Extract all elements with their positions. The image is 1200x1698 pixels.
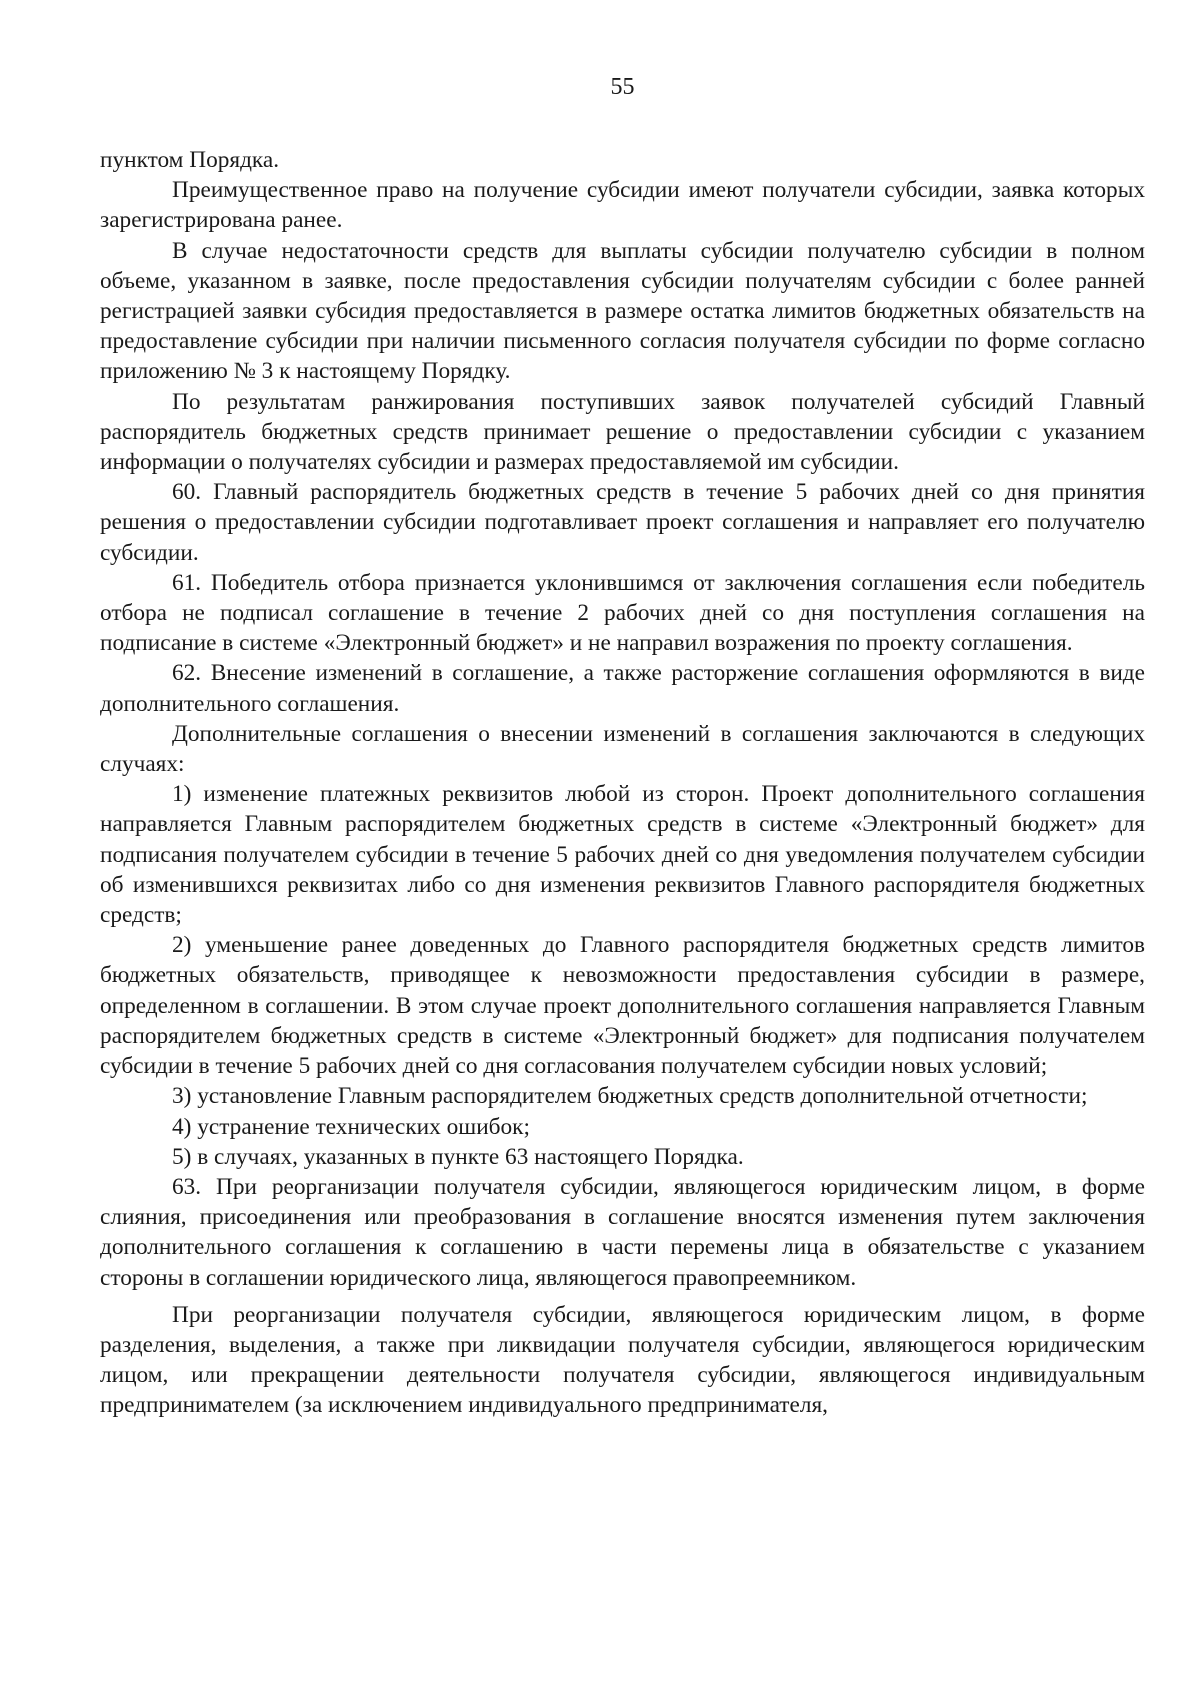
- paragraph-priority-right: Преимущественное право на получение субсидии имеют получатели субсидии, заявка которых зарегистрирована ранее.: [100, 177, 1145, 234]
- paragraph-ranking-results: По результатам ранжирования поступивших заявок получателей субсидий Главный распорядитель бюджетных средств принимает решение о предоставлении субсидии с указанием информации о получателях субсидии и размерах предоставляемой им субсидии.: [100, 388, 1145, 476]
- paragraph-case-4: 4) устранение технических ошибок;: [172, 1113, 530, 1140]
- paragraph-case-1: 1) изменение платежных реквизитов любой из сторон. Проект дополнительного соглашения направляется Главным распорядителем бюджетных средств в системе «Электронный бюджет» для подписания получателем субсидии в течение 5 рабочих дней со дня уведомления получателем субсидии об изменившихся реквизитах либо со дня изменения реквизитов Главного распорядителя бюджетных средств;: [100, 781, 1145, 929]
- paragraph-continuation: пунктом Порядка.: [100, 147, 280, 173]
- paragraph-item-60: 60. Главный распорядитель бюджетных средств в течение 5 рабочих дней со дня принятия решения о предоставлении субсидии подготавливает проект соглашения и направляет его получателю субсидии.: [100, 479, 1145, 566]
- document-body: [100, 145, 1145, 1421]
- paragraph-item-63: 63. При реорганизации получателя субсидии, являющегося юридическим лицом, в форме слияния, присоединения или преобразования в соглашение вносятся изменения путем заключения дополнительного соглашения к соглашению в части перемены лица в обязательстве с указанием стороны в соглашении юридического лица, являющегося правопреемником.: [100, 1173, 1145, 1291]
- paragraph-case-2: 2) уменьшение ранее доведенных до Главного распорядителя бюджетных средств лимитов бюджетных обязательств, приводящее к невозможности предоставления субсидии в размере, определенном в соглашении. В этом случае проект дополнительного соглашения направляется Главным распорядителем бюджетных средств в системе «Электронный бюджет» для подписания получателем субсидии в течение 5 рабочих дней со дня согласования получателем субсидии новых условий;: [100, 932, 1145, 1080]
- paragraph-insufficient-funds: В случае недостаточности средств для выплаты субсидии получателю субсидии в полном объеме, указанном в заявке, после предоставления субсидии получателям субсидии с более ранней регистрацией заявки субсидия предоставляется в размере остатка лимитов бюджетных обязательств на предоставление субсидии при наличии письменного согласия получателя субсидии по форме согласно приложению № 3 к настоящему Порядку.: [100, 237, 1145, 385]
- paragraph-reorganization: При реорганизации получателя субсидии, являющегося юридическим лицом, в форме разделения, выделения, а также при ликвидации получателя субсидии, являющегося юридическим лицом, или прекращении деятельности получателя субсидии, являющегося индивидуальным предпринимателем (за исключением индивидуального предпринимателя,: [100, 1301, 1145, 1419]
- paragraph-item-61: 61. Победитель отбора признается уклонившимся от заключения соглашения если победитель отбора не подписал соглашение в течение 2 рабочих дней со дня поступления соглашения на подписание в системе «Электронный бюджет» и не направил возражения по проекту соглашения.: [100, 569, 1145, 657]
- document-page: [100, 0, 1145, 1698]
- paragraph-case-3: 3) установление Главным распорядителем бюджетных средств дополнительной отчетности;: [172, 1083, 1088, 1110]
- paragraph-additional-agreements: Дополнительные соглашения о внесении изменений в соглашения заключаются в следующих случаях:: [100, 720, 1145, 778]
- paragraph-case-5: 5) в случаях, указанных в пункте 63 настоящего Порядка.: [172, 1143, 744, 1170]
- paragraph-item-62: 62. Внесение изменений в соглашение, а также расторжение соглашения оформляются в виде дополнительного соглашения.: [100, 660, 1145, 717]
- page-number: 55: [610, 74, 635, 100]
